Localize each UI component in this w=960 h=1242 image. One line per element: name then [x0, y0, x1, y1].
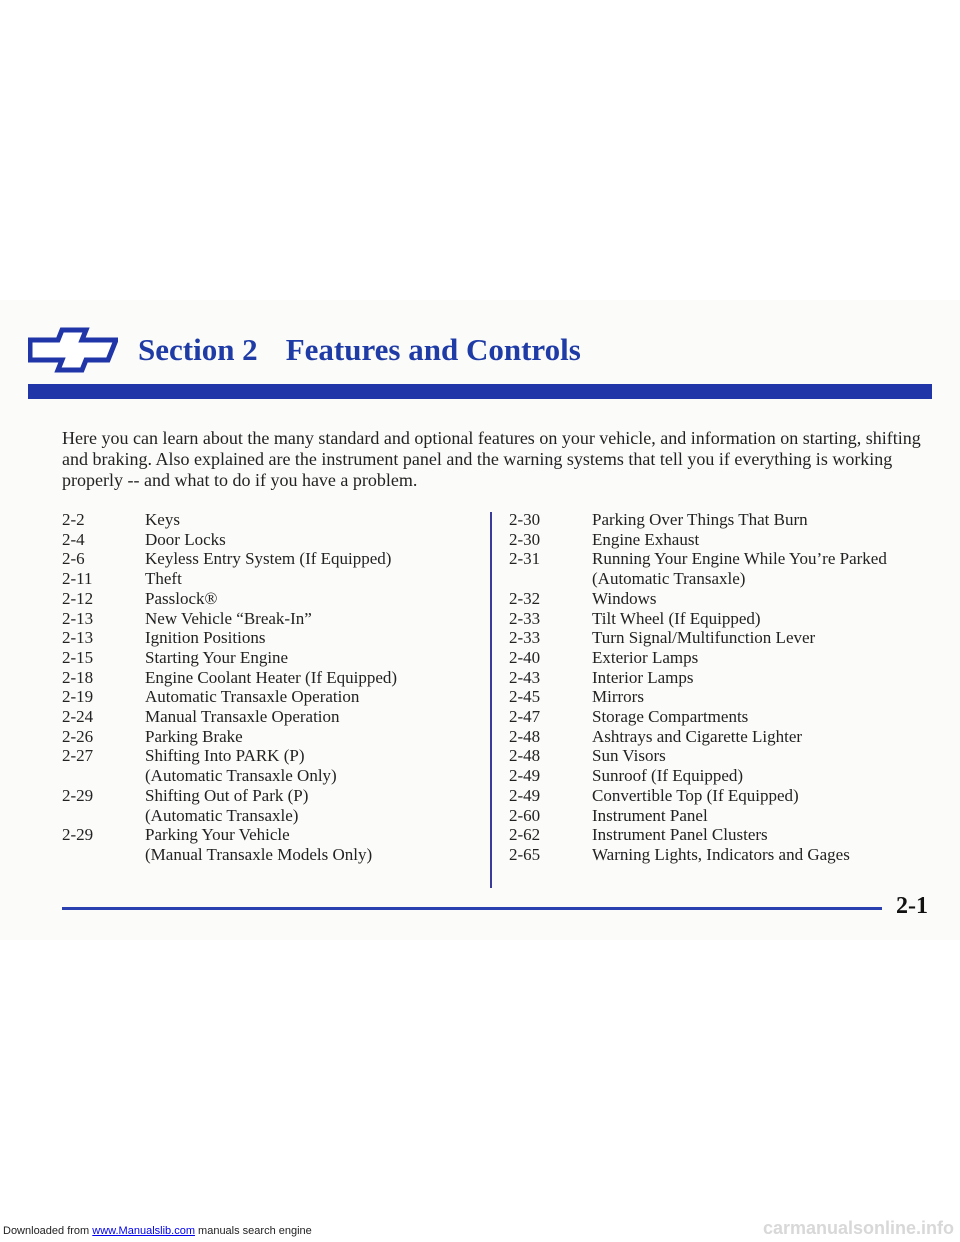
toc-entry: [509, 648, 929, 668]
toc-entry-title: [145, 510, 442, 530]
toc-page-ref: 2-30: [509, 510, 541, 529]
toc-entry: [509, 766, 929, 786]
footer-rule: [62, 907, 882, 910]
toc-entry-title: [145, 530, 442, 550]
chevrolet-bowtie-icon: [28, 326, 118, 374]
toc-entry-line: Shifting Out of Park (P): [145, 785, 309, 805]
toc-entry-line: Tilt Wheel (If Equipped): [592, 608, 761, 628]
section-header: [28, 322, 581, 378]
toc-entry-line: Sun Visors: [592, 746, 666, 766]
toc-entry-title: [145, 786, 442, 825]
toc-page-ref: 2-45: [509, 687, 541, 707]
toc-entry: [62, 746, 442, 785]
toc-page-ref: 2-18: [62, 667, 94, 687]
toc-page-ref: 2-33: [509, 608, 541, 628]
toc-entry-line: Engine Exhaust: [592, 529, 700, 549]
toc-entry: [62, 707, 442, 727]
toc-entry-title: [592, 589, 929, 609]
toc-entry: [62, 648, 442, 668]
toc-entry-title: [592, 648, 929, 668]
toc-entry: [509, 530, 929, 550]
toc-entry-line: Instrument Panel: [592, 805, 708, 825]
toc-entry: [509, 687, 929, 707]
toc-entry-line: Parking Brake: [145, 726, 243, 746]
toc-page-ref: 2-60: [509, 805, 541, 825]
toc-page-ref: 2-30: [509, 529, 541, 549]
toc-page-ref: 2-32: [509, 588, 541, 608]
toc-entry: [62, 825, 442, 864]
toc-entry-title: [145, 825, 442, 864]
toc-entry-line: Automatic Transaxle Operation: [145, 687, 360, 707]
toc-entry-line: Keys: [145, 510, 180, 529]
toc-page-ref: 2-11: [62, 569, 93, 589]
toc-entry-line: Mirrors: [592, 687, 644, 707]
toc-page-ref: 2-65: [509, 844, 541, 864]
toc-page-ref: 2-4: [62, 529, 85, 549]
toc-page-ref: 2-15: [62, 647, 94, 667]
toc-page-ref: 2-62: [509, 825, 541, 845]
toc-entry-line: Keyless Entry System (If Equipped): [145, 549, 392, 569]
toc-entry-title: [592, 510, 929, 530]
toc-entry: [62, 510, 442, 530]
toc-entry-title: [145, 687, 442, 707]
toc-entry-title: [145, 727, 442, 747]
manualslib-link[interactable]: www.Manualslib.com: [92, 1225, 195, 1237]
toc-entry-line: Running Your Engine While You’re Parked: [592, 549, 887, 569]
toc-entry-line: Storage Compartments: [592, 707, 749, 727]
toc-entry-line: Door Locks: [145, 529, 226, 549]
toc-page-ref: 2-24: [62, 707, 94, 727]
toc-page-ref: 2-19: [62, 687, 94, 707]
toc-entry: [509, 806, 929, 826]
toc-page-ref: 2-33: [509, 628, 541, 648]
toc-right-column: [509, 510, 929, 865]
toc-entry-title: [145, 549, 442, 569]
download-footer: [3, 1225, 312, 1237]
toc-entry: [62, 549, 442, 569]
toc-entry-line: Passlock®: [145, 588, 218, 608]
toc-page-ref: 2-43: [509, 667, 541, 687]
toc-entry-line: Convertible Top (If Equipped): [592, 785, 799, 805]
toc-page-ref: 2-31: [509, 549, 541, 569]
toc-entry-line: Parking Your Vehicle: [145, 825, 290, 845]
column-divider: [490, 512, 492, 888]
toc-entry: [509, 609, 929, 629]
toc-entry-line: Theft: [145, 569, 182, 589]
toc-entry-line: Exterior Lamps: [592, 647, 699, 667]
toc-entry-title: [592, 549, 929, 588]
toc-page-ref: 2-49: [509, 766, 541, 786]
toc-entry-title: [592, 727, 929, 747]
toc-entry-line: Instrument Panel Clusters: [592, 825, 768, 845]
toc-entry-line: Starting Your Engine: [145, 647, 289, 667]
toc-entry-title: [592, 628, 929, 648]
toc-entry-line: Turn Signal/Multifunction Lever: [592, 628, 816, 648]
toc-page-ref: 2-27: [62, 746, 94, 766]
toc-page-ref: 2-12: [62, 588, 94, 608]
toc-page-ref: 2-47: [509, 707, 541, 727]
toc-entry-line: Windows: [592, 588, 657, 608]
toc-left-column: [62, 510, 442, 865]
toc-entry-title: [592, 786, 929, 806]
toc-entry-line: Ashtrays and Cigarette Lighter: [592, 726, 803, 746]
toc-page-ref: 2-48: [509, 726, 541, 746]
toc-entry-title: [592, 687, 929, 707]
footer-prefix: Downloaded from: [3, 1225, 93, 1237]
toc-entry-title: [592, 766, 929, 786]
toc-entry-line: (Manual Transaxle Models Only): [145, 844, 373, 864]
toc-entry: [509, 628, 929, 648]
toc-entry: [62, 569, 442, 589]
toc-page-ref: 2-49: [509, 785, 541, 805]
toc-entry: [509, 786, 929, 806]
toc-entry: [62, 589, 442, 609]
page-title: [138, 332, 581, 368]
toc-entry-title: [592, 668, 929, 688]
toc-entry-title: [592, 530, 929, 550]
toc-page-ref: 2-2: [62, 510, 85, 529]
toc-page-ref: 2-29: [62, 785, 94, 805]
toc-page-ref: 2-13: [62, 608, 94, 628]
toc-page-ref: 2-26: [62, 726, 94, 746]
toc-entry: [509, 589, 929, 609]
watermark: carmanualsonline.info: [762, 1218, 954, 1238]
toc-page-ref: 2-48: [509, 746, 541, 766]
toc-entry-line: (Automatic Transaxle): [592, 569, 746, 589]
toc-entry-title: [592, 707, 929, 727]
toc-entry-line: Manual Transaxle Operation: [145, 707, 340, 727]
toc-entry-title: [145, 668, 442, 688]
toc-entry-line: (Automatic Transaxle): [145, 805, 299, 825]
toc-page-ref: 2-6: [62, 549, 85, 569]
toc-entry-title: [592, 845, 929, 865]
toc-entry: [509, 845, 929, 865]
toc-entry-line: Warning Lights, Indicators and Gages: [592, 844, 850, 864]
toc-entry-title: [145, 569, 442, 589]
toc-entry-line: Ignition Positions: [145, 628, 266, 648]
header-rule: [28, 384, 932, 399]
toc-entry: [509, 825, 929, 845]
toc-entry-line: Parking Over Things That Burn: [592, 510, 808, 529]
toc-entry: [62, 687, 442, 707]
toc-entry: [509, 727, 929, 747]
toc-entry-title: [592, 609, 929, 629]
toc-entry-title: [145, 609, 442, 629]
toc-entry-title: [592, 806, 929, 826]
toc-entry: [62, 786, 442, 825]
toc-entry: [62, 668, 442, 688]
toc-entry-line: Engine Coolant Heater (If Equipped): [145, 667, 398, 687]
toc-entry: [62, 609, 442, 629]
toc-entry: [62, 727, 442, 747]
toc-entry-title: [145, 628, 442, 648]
section-title-text: Features and Controls: [285, 332, 581, 367]
toc-entry: [509, 746, 929, 766]
toc-entry-title: [592, 825, 929, 845]
toc-entry: [509, 668, 929, 688]
toc-entry-title: [145, 707, 442, 727]
toc-entry-title: [592, 746, 929, 766]
toc-page-ref: 2-13: [62, 628, 94, 648]
section-number: Section 2: [138, 332, 258, 367]
toc-entry: [62, 628, 442, 648]
toc-entry-line: Shifting Into PARK (P): [145, 746, 305, 766]
toc-entry-title: [145, 746, 442, 785]
toc-entry-title: [145, 648, 442, 668]
toc-entry-line: Interior Lamps: [592, 667, 694, 687]
toc-page-ref: 2-40: [509, 647, 541, 667]
toc-entry: [509, 549, 929, 588]
toc-page-ref: 2-29: [62, 825, 94, 845]
toc-entry-line: (Automatic Transaxle Only): [145, 766, 337, 786]
toc-entry-line: Sunroof (If Equipped): [592, 766, 744, 786]
footer-suffix: manuals search engine: [194, 1225, 312, 1237]
toc-entry-line: New Vehicle “Break-In”: [145, 608, 312, 628]
toc-entry: [62, 530, 442, 550]
toc-entry-title: [145, 589, 442, 609]
toc-entry: [509, 510, 929, 530]
page-number: 2-1: [896, 893, 928, 919]
intro-paragraph: Here you can learn about the many standard and optional features on your vehicle, and information on starting, shifting and braking. Also explained are the instrument panel and the warning systems that tell you if everything is working properly -- and what to do if you have a problem.: [62, 428, 921, 490]
toc-entry: [509, 707, 929, 727]
